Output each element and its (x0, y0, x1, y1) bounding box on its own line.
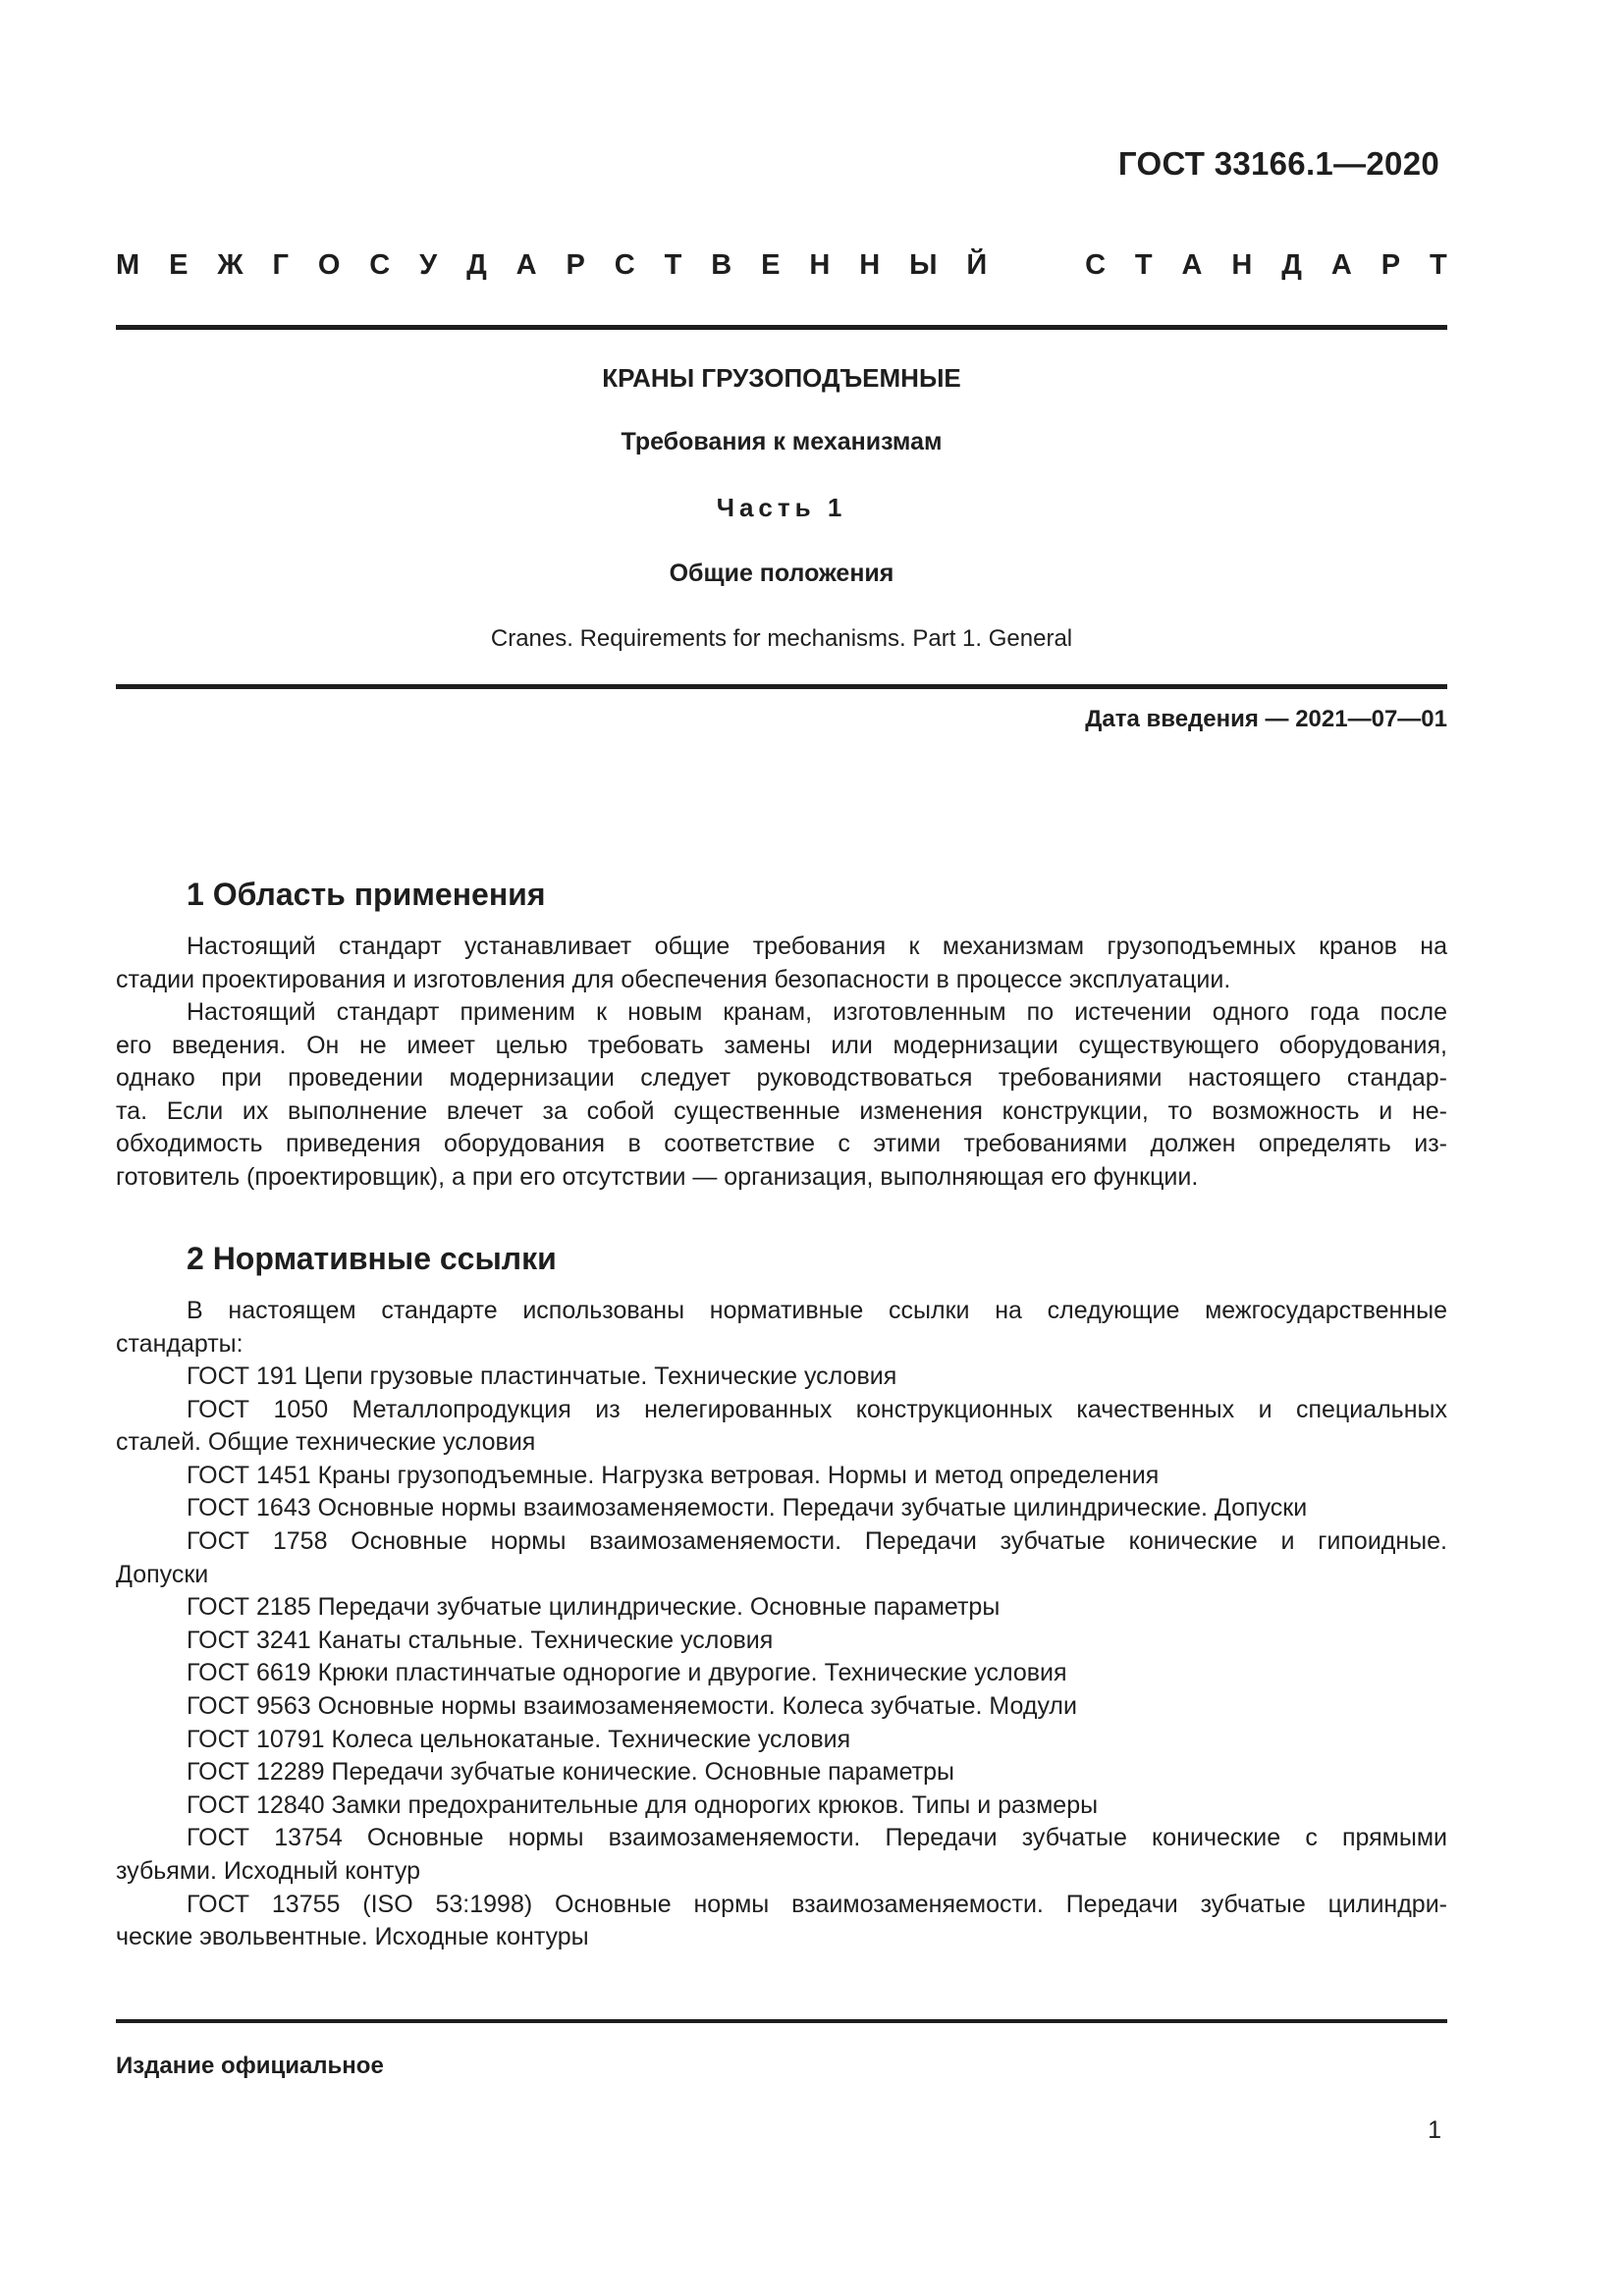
banner-letter: Н (809, 249, 831, 281)
text-line: обходимость приведения оборудования в соответствие с этими требованиями должен определять из- (116, 1130, 1447, 1158)
reference-item: ГОСТ 9563 Основные нормы взаимозаменяемости. Колеса зубчатые. Модули (187, 1691, 1077, 1720)
interstate-standard-banner (116, 249, 1447, 282)
banner-letter: Н (1231, 249, 1253, 281)
banner-letter: О (317, 249, 341, 281)
document-title: КРАНЫ ГРУЗОПОДЪЕМНЫЕ (602, 363, 961, 393)
banner-letter: А (1330, 249, 1352, 281)
reference-item: ГОСТ 10791 Колеса цельнокатаные. Технические условия (187, 1725, 851, 1753)
reference-item-continuation: зубьями. Исходный контур (116, 1856, 420, 1885)
text-line: стадии проектирования и изготовления для обеспечения безопасности в процессе эксплуатации. (116, 965, 1231, 993)
banner-letter: Р (566, 249, 585, 281)
banner-letter: В (711, 249, 732, 281)
banner-letter: Е (169, 249, 189, 281)
text-line: его введения. Он не имеет целью требовать замены или модернизации существующего оборудования, (116, 1031, 1447, 1059)
text-line: та. Если их выполнение влечет за собой существенные изменения конструкции, то возможность и не- (116, 1096, 1447, 1125)
reference-item: ГОСТ 6619 Крюки пластинчатые однорогие и двурогие. Технические условия (187, 1659, 1067, 1687)
document-subtitle: Требования к механизмам (621, 428, 943, 455)
banner-letter: Т (1134, 249, 1153, 281)
reference-item: ГОСТ 1643 Основные нормы взаимозаменяемости. Передачи зубчатые цилиндрические. Допуски (187, 1494, 1308, 1522)
normative-references-list (116, 1361, 1447, 1954)
reference-item: ГОСТ 1451 Краны грузоподъемные. Нагрузка ветровая. Нормы и метод определения (187, 1461, 1160, 1489)
official-edition-label: Издание официальное (116, 2053, 384, 2079)
banner-letter: Д (466, 249, 487, 281)
banner-letter: С (614, 249, 635, 281)
document-part-title: Общие положения (669, 560, 894, 587)
reference-item-continuation: сталей. Общие технические условия (116, 1428, 536, 1457)
reference-item: ГОСТ 13755 (ISO 53:1998) Основные нормы взаимозаменяемости. Передачи зубчатые цилиндри- (187, 1890, 1447, 1918)
document-part: Часть 1 (716, 493, 847, 522)
title-rule (116, 684, 1447, 689)
banner-gap (1016, 249, 1056, 282)
text-line: В настоящем стандарте использованы нормативные ссылки на следующие межгосударственные (187, 1297, 1447, 1324)
text-line: Настоящий стандарт применим к новым кранам, изготовленным по истечении одного года после (187, 998, 1447, 1026)
reference-item: ГОСТ 2185 Передачи зубчатые цилиндрические. Основные параметры (187, 1593, 1001, 1622)
banner-letter: Д (1281, 249, 1302, 281)
page-number: 1 (1428, 2116, 1441, 2144)
banner-letter: Ы (909, 249, 938, 281)
banner-letter: Й (966, 249, 988, 281)
banner-letter: У (419, 249, 438, 281)
section-2-intro (116, 1295, 1447, 1361)
banner-letter: А (515, 249, 537, 281)
banner-letter: Г (272, 249, 289, 281)
introduction-date: Дата введения — 2021—07—01 (1085, 706, 1447, 732)
english-title: Cranes. Requirements for mechanisms. Part 1. General (490, 625, 1073, 652)
reference-item: ГОСТ 191 Цепи грузовые пластинчатые. Технические условия (187, 1362, 897, 1390)
reference-item: ГОСТ 1758 Основные нормы взаимозаменяемости. Передачи зубчатые конические и гипоидные. (187, 1526, 1447, 1555)
banner-letter: С (1085, 249, 1107, 281)
section-1-paragraph-1 (116, 931, 1447, 996)
banner-letter: Ж (217, 249, 244, 281)
reference-item-continuation: ческие эвольвентные. Исходные контуры (116, 1923, 589, 1951)
reference-item: ГОСТ 12840 Замки предохранительные для однорогих крюков. Типы и размеры (187, 1790, 1099, 1819)
reference-item: ГОСТ 13754 Основные нормы взаимозаменяемости. Передачи зубчатые конические с прямыми (187, 1824, 1447, 1852)
reference-item: ГОСТ 1050 Металлопродукция из нелегированных конструкционных качественных и специальных (187, 1395, 1447, 1423)
section-1-paragraph-2 (116, 996, 1447, 1195)
reference-item: ГОСТ 3241 Канаты стальные. Технические условия (187, 1626, 774, 1654)
banner-letter: Т (664, 249, 682, 281)
text-line: готовитель (проектировщик), а при его отсутствии — организация, выполняющая его функции. (116, 1162, 1199, 1191)
section-2-heading: 2 Нормативные ссылки (187, 1241, 557, 1276)
banner-letter: Е (761, 249, 781, 281)
reference-item-continuation: Допуски (116, 1560, 209, 1588)
standard-code: ГОСТ 33166.1—2020 (1117, 145, 1439, 182)
section-1-heading: 1 Область применения (187, 877, 546, 912)
banner-letter: Р (1380, 249, 1401, 281)
text-line: стандарты: (116, 1329, 244, 1358)
banner-letter: М (116, 249, 140, 281)
text-line: Настоящий стандарт устанавливает общие требования к механизмам грузоподъемных кранов на (187, 933, 1447, 960)
banner-letter: С (369, 249, 391, 281)
footer-rule (116, 2019, 1447, 2023)
banner-letter: Н (859, 249, 881, 281)
banner-letter: А (1181, 249, 1203, 281)
banner-letter: Т (1429, 249, 1447, 281)
text-line: однако при проведении модернизации следует руководствоваться требованиями настоящего стандар- (116, 1064, 1447, 1093)
header-rule (116, 325, 1447, 330)
reference-item: ГОСТ 12289 Передачи зубчатые конические. Основные параметры (187, 1758, 955, 1787)
